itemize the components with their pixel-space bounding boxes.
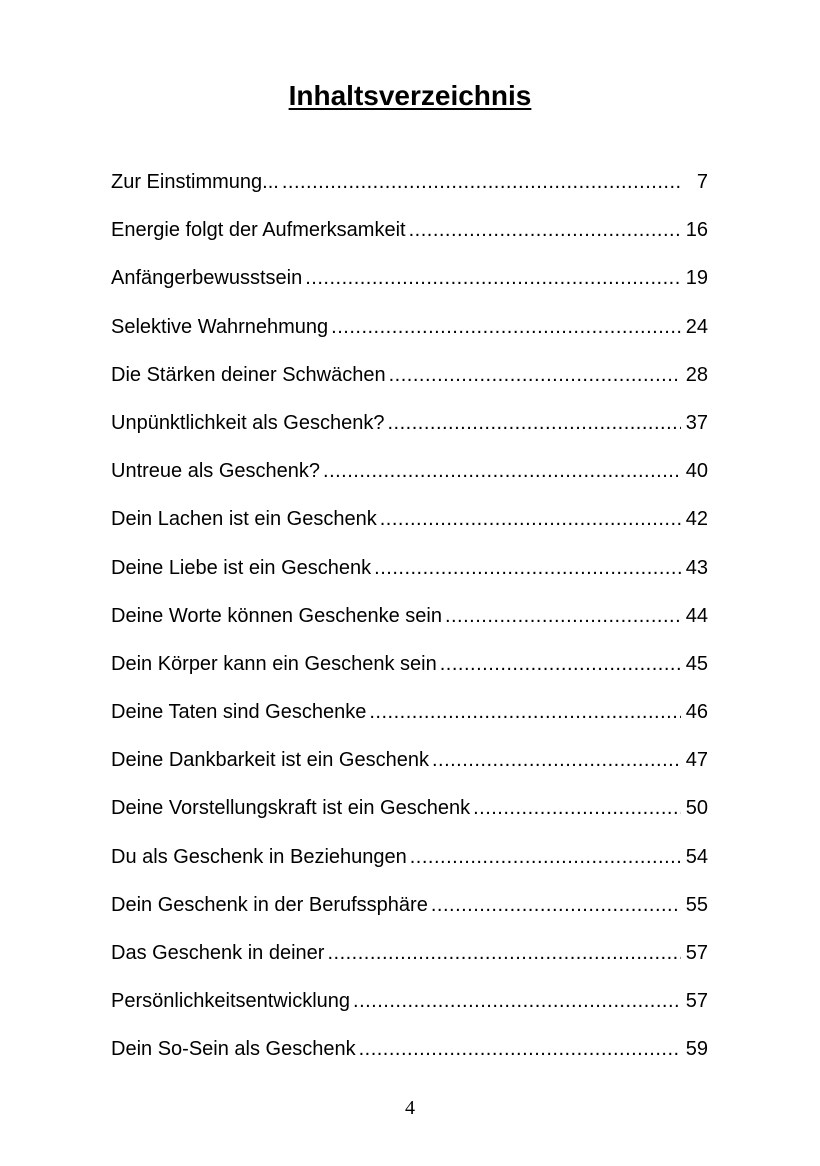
- toc-entry-page: 19: [685, 267, 708, 290]
- page-number: 4: [405, 1097, 415, 1119]
- toc-entry-page: 45: [685, 652, 708, 675]
- toc-entry-title: Dein Lachen ist ein Geschenk: [111, 508, 377, 531]
- page-title: Inhaltsverzeichnis: [288, 80, 532, 111]
- table-of-contents: [111, 166, 708, 1082]
- toc-entry-title: Deine Worte können Geschenke sein: [111, 604, 442, 627]
- toc-dot-leader: [440, 648, 681, 680]
- toc-entry: [111, 696, 708, 744]
- toc-entry-title: Deine Liebe ist ein Geschenk: [111, 556, 372, 579]
- toc-entry: [111, 214, 708, 262]
- toc-entry-page: 50: [685, 797, 708, 820]
- toc-entry: [111, 552, 708, 600]
- toc-dot-leader: [282, 166, 681, 198]
- toc-entry-title: Deine Taten sind Geschenke: [111, 701, 367, 724]
- toc-entry-title: Deine Vorstellungskraft ist ein Geschenk: [111, 797, 471, 820]
- toc-entry: [111, 1033, 708, 1081]
- toc-entry: [111, 937, 708, 985]
- toc-entry: [111, 841, 708, 889]
- toc-entry-title: Dein Geschenk in der Berufssphäre: [111, 893, 428, 916]
- toc-dot-leader: [323, 455, 681, 487]
- toc-entry-title: Energie folgt der Aufmerksamkeit: [111, 219, 406, 242]
- toc-entry-page: 54: [685, 845, 708, 868]
- toc-dot-leader: [431, 889, 681, 921]
- toc-entry-title: Die Stärken deiner Schwächen: [111, 363, 386, 386]
- toc-entry: [111, 985, 708, 1033]
- toc-dot-leader: [473, 792, 681, 824]
- toc-entry: [111, 889, 708, 937]
- toc-dot-leader: [380, 503, 681, 535]
- toc-dot-leader: [387, 407, 681, 439]
- toc-entry-title: Deine Dankbarkeit ist ein Geschenk: [111, 749, 429, 772]
- toc-entry: [111, 262, 708, 310]
- toc-entry-title: Unpünktlichkeit als Geschenk?: [111, 411, 385, 434]
- toc-entry-title: Zur Einstimmung...: [111, 171, 279, 193]
- toc-dot-leader: [353, 985, 681, 1017]
- toc-entry-page: 46: [685, 701, 708, 724]
- toc-entry-page: 42: [685, 508, 708, 531]
- toc-dot-leader: [410, 841, 681, 873]
- toc-entry: [111, 600, 708, 648]
- toc-entry-page: 28: [685, 363, 708, 386]
- toc-entry-title: Dein So-Sein als Geschenk: [111, 1038, 356, 1061]
- toc-entry-page: 16: [685, 219, 708, 242]
- toc-entry-page: 57: [685, 990, 708, 1013]
- toc-dot-leader: [409, 214, 681, 246]
- toc-entry: [111, 407, 708, 455]
- toc-dot-leader: [432, 744, 681, 776]
- toc-entry: [111, 648, 708, 696]
- toc-entry: [111, 503, 708, 551]
- toc-entry-title: Dein Körper kann ein Geschenk sein: [111, 652, 437, 675]
- toc-entry-page: 24: [685, 315, 708, 338]
- toc-entry: [111, 792, 708, 840]
- toc-entry-page: 37: [685, 411, 708, 434]
- toc-entry-page: 7: [696, 171, 708, 193]
- toc-entry-title: Persönlichkeitsentwicklung: [111, 990, 351, 1013]
- toc-entry-title: Das Geschenk in deiner: [111, 942, 325, 964]
- toc-entry-page: 40: [685, 460, 708, 483]
- toc-dot-leader: [389, 359, 681, 391]
- toc-entry: [111, 166, 708, 214]
- toc-entry-title: Selektive Wahrnehmung: [111, 315, 329, 338]
- toc-entry-page: 43: [685, 556, 708, 579]
- toc-entry-title: Du als Geschenk in Beziehungen: [111, 845, 407, 868]
- toc-dot-leader: [327, 937, 681, 969]
- toc-dot-leader: [374, 552, 681, 584]
- toc-entry: [111, 744, 708, 792]
- toc-dot-leader: [359, 1033, 681, 1065]
- toc-entry-page: 57: [685, 942, 708, 964]
- toc-entry-page: 55: [685, 893, 708, 916]
- toc-dot-leader: [369, 696, 681, 728]
- toc-dot-leader: [445, 600, 681, 632]
- toc-dot-leader: [331, 311, 681, 343]
- toc-entry-title: Anfängerbewusstsein: [111, 267, 303, 290]
- toc-entry: [111, 311, 708, 359]
- toc-entry-title: Untreue als Geschenk?: [111, 460, 321, 483]
- toc-entry-page: 47: [685, 749, 708, 772]
- toc-entry-page: 59: [685, 1038, 708, 1061]
- toc-entry-page: 44: [685, 604, 708, 627]
- toc-dot-leader: [305, 262, 681, 294]
- toc-entry: [111, 359, 708, 407]
- toc-entry: [111, 455, 708, 503]
